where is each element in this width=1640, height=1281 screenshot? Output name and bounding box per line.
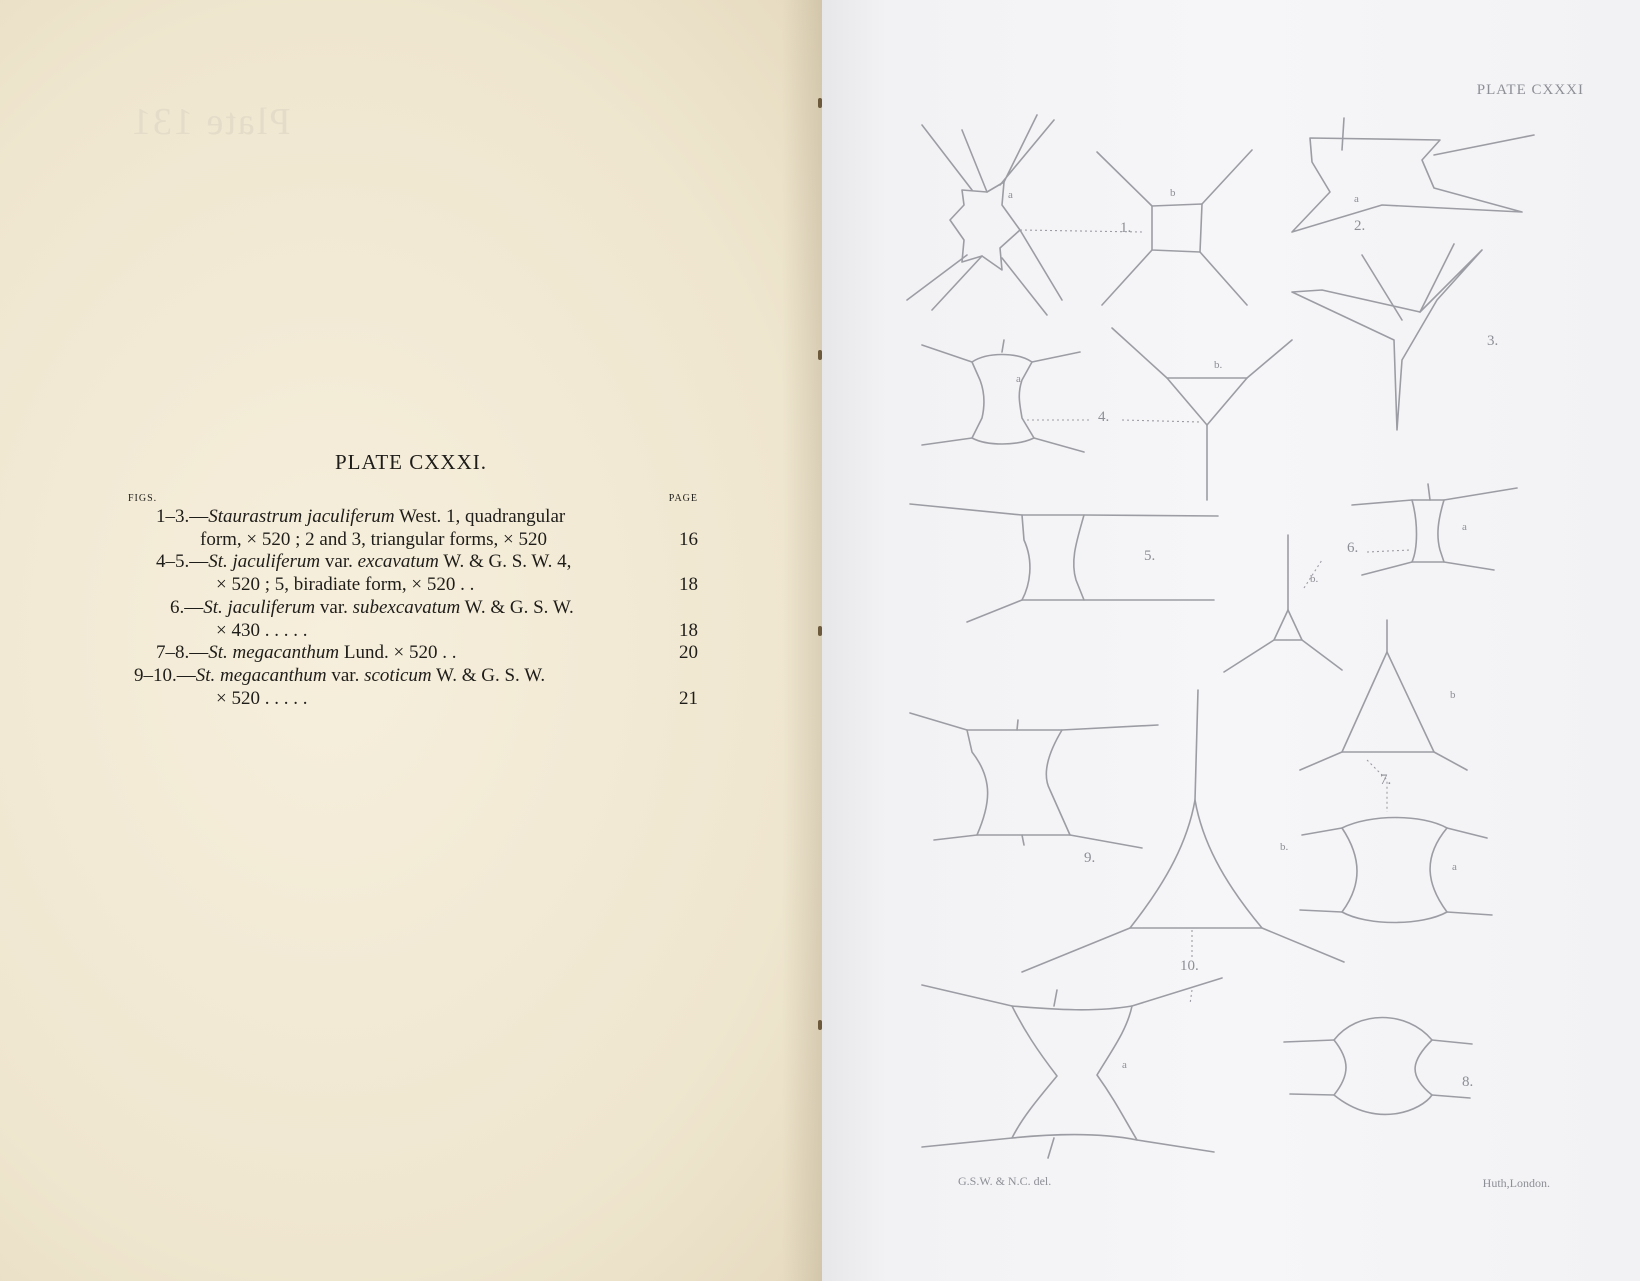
page-header: PAGE [668,493,698,504]
page-number: 18 [679,574,698,596]
figure-label-5: 5. [1144,548,1156,564]
taxon-name: St. megacanthum [208,642,340,664]
label-b-dot: b. [1214,359,1223,371]
page-number: 20 [679,642,698,664]
variety-name: excavatum [357,551,439,573]
figure-5 [910,504,1218,622]
artist-credit: G.S.W. & N.C. del. [958,1174,1052,1188]
figure-label-10: 10. [1180,958,1199,974]
figure-7a [1300,818,1492,923]
figure-label-7: 7. [1380,772,1392,788]
legend-entry: 7–8.—St. megacanthum Lund. × 520 . . 20 [156,642,698,664]
printer-credit: Huth,London. [1482,1176,1550,1190]
figure-label-3: 3. [1487,333,1499,349]
right-page [822,0,1640,1281]
legend-entry-continuation: × 520 ; 5, biradiate form, × 520 . . 18 [216,574,698,596]
figure-4a [922,340,1084,452]
plate-title: PLATE CXXXI. [335,450,487,474]
variety-name: subexcavatum [352,596,461,618]
label-a: a [1462,521,1467,533]
variety-name: scoticum [364,664,432,686]
figure-label-4: 4. [1098,409,1110,425]
legend-entry-continuation: × 430 . . . . . 18 [216,619,698,641]
label-b-dot: b. [1310,573,1319,585]
legend-entry-continuation: form, × 520 ; 2 and 3, triangular forms, × 520 16 [200,528,698,550]
label-a: a [1122,1059,1127,1071]
legend-entry: 1–3.—Staurastrum jaculiferum West. 1, quadrangular [156,506,566,527]
taxon-name: St. jaculiferum [208,551,321,573]
label-a: a [1008,189,1013,201]
legend-entry: 4–5.—St. jaculiferum var. excavatum W. & G. S. W. 4, [156,551,572,573]
figure-2 [1292,118,1534,234]
taxon-name: St. megacanthum [195,664,327,686]
plate-header: PLATE CXXXI [1476,82,1584,98]
label-a: a [1354,193,1359,205]
figure-9 [910,713,1158,866]
figure-10a [922,978,1222,1158]
figure-4b [1112,328,1292,500]
legend-entry-continuation: × 520 . . . . . 21 [216,687,698,709]
figure-10b [1022,690,1344,972]
figure-label-1: 1. [1120,220,1132,236]
figure-6b [1224,535,1342,672]
plate-illustrations [822,0,1640,1281]
figure-8 [1284,1018,1473,1115]
figure-label-9: 9. [1084,850,1096,866]
page-number: 18 [679,619,698,641]
legend-entry: 6.—St. jaculiferum var. subexcavatum W. & G. S. W. [170,596,574,618]
figure-label-8: 8. [1462,1074,1474,1090]
gutter-shadow [782,0,822,1281]
figure-6a [1352,484,1517,575]
bleed-through-text: Plate 131 [130,101,291,143]
label-b: b [1450,689,1456,701]
label-b-dot: b. [1280,841,1289,853]
label-a: a [1452,861,1457,873]
figure-label-2: 2. [1354,218,1366,234]
figure-1a [907,115,1062,315]
label-a: a [1016,373,1021,385]
figure-legend [128,492,698,710]
figure-3 [1292,244,1498,430]
page-number: 16 [679,528,698,550]
label-b: b [1170,187,1176,199]
figure-7b [1300,620,1467,770]
taxon-name: St. jaculiferum [203,596,316,618]
figs-header: FIGS. [128,493,158,504]
legend-header [128,492,698,506]
figure-label-6: 6. [1347,540,1359,556]
taxon-name: Staurastrum jaculiferum [208,506,395,527]
page-number: 21 [679,687,698,709]
legend-entry: 9–10.—St. megacanthum var. scoticum W. & G. S. W. [134,664,546,686]
